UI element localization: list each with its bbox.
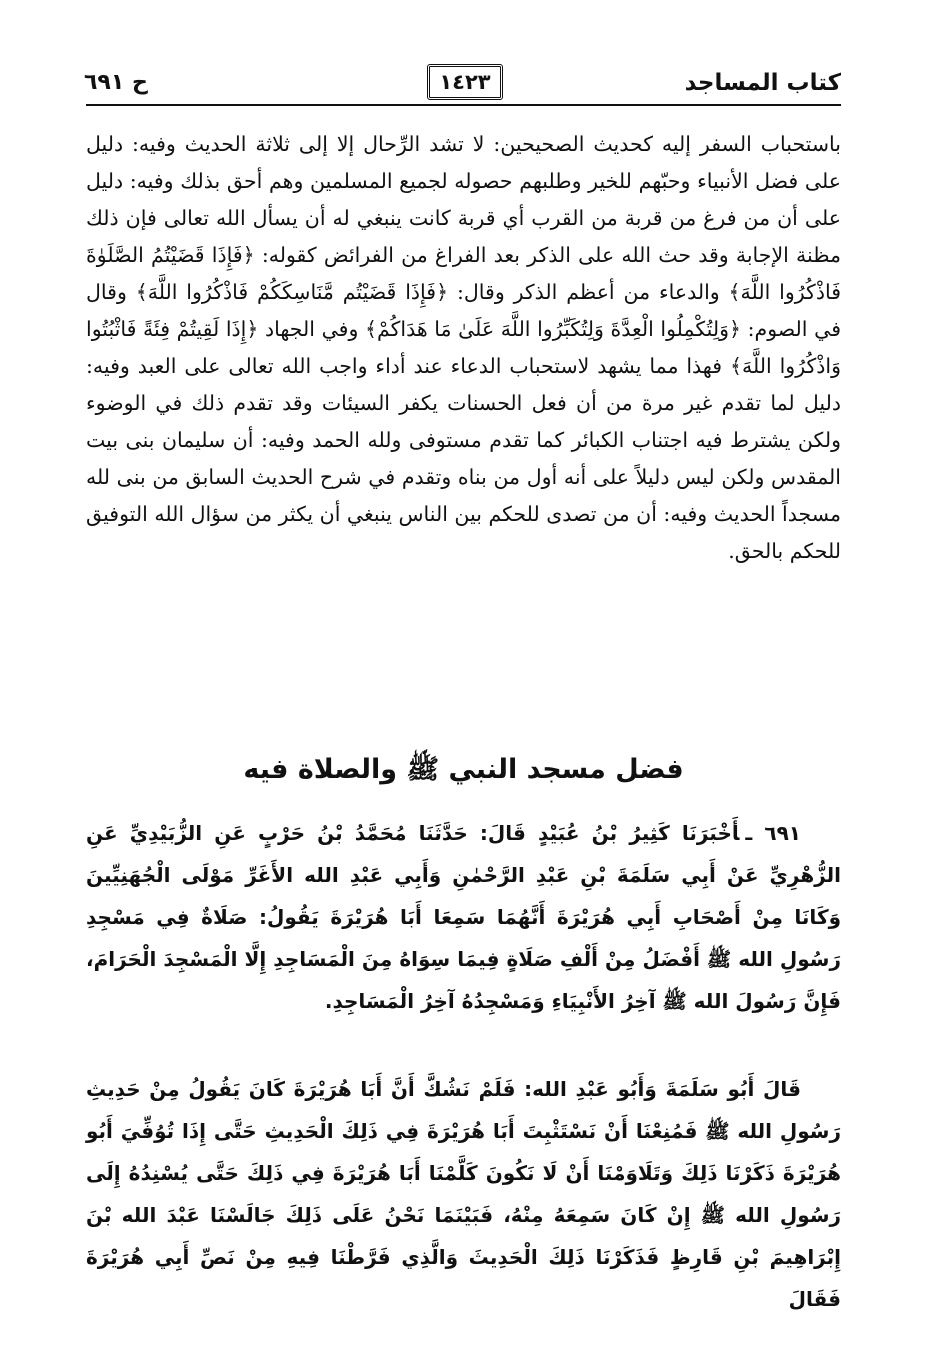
hadith-continuation <box>86 1068 841 1320</box>
commentary-paragraph: باستحباب السفر إليه كحديث الصحيحين: لا تشد الرِّحال إلا إلى ثلاثة الحديث وفيه: دليل على فضل الأنبياء وحبّهم للخير وطلبهم حصوله لجميع المسلمين وهم أحق بذلك وفيه: دليل على أن من فرغ من قربة من القرب أي قربة كانت ينبغي له أن يسأل الله تعالى فإن ذلك مظنة الإجابة وقد حث الله على الذكر بعد الفراغ من الفرائض كقوله: ﴿فَإِذَا قَضَيْتُمُ الصَّلَوٰةَ فَاذْكُرُوا اللَّهَ﴾ والدعاء من أعظم الذكر وقال: ﴿فَإِذَا قَضَيْتُم مَّنَاسِكَكُمْ فَاذْكُرُوا اللَّهَ﴾ وقال في الصوم: ﴿وَلِتُكْمِلُوا الْعِدَّةَ وَلِتُكَبِّرُوا اللَّهَ عَلَىٰ مَا هَدَاكُمْ﴾ وفي الجهاد ﴿إِذَا لَقِيتُمْ فِئَةً فَاثْبُتُوا وَاذْكُرُوا اللَّهَ﴾ فهذا مما يشهد لاستحباب الدعاء عند أداء واجب الله تعالى على العبد وفيه: دليل لما تقدم غير مرة من أن فعل الحسنات يكفر السيئات وقد تقدم ذلك في الوضوء ولكن يشترط فيه اجتناب الكبائر كما تقدم مستوفى ولله الحمد وفيه: أن سليمان بنى بيت المقدس ولكن ليس دليلاً على أنه أول من بناه وتقدم في شرح الحديث السابق من بنى لله مسجداً الحديث وفيه: أن من تصدى للحكم بين الناس ينبغي أن يكثر من سؤال الله التوفيق للحكم بالحق. <box>86 132 841 563</box>
header-divider <box>86 104 841 106</box>
commentary-text <box>86 126 841 570</box>
hadith-paragraph <box>86 812 841 1022</box>
hadith-continuation-paragraph: قَالَ أَبُو سَلَمَةَ وَأَبُو عَبْدِ الله: فَلَمْ نَشُكَّ أَنَّ أَبَا هُرَيْرَةَ كَانَ يَقُولُ مِنْ حَدِيثِ رَسُولِ الله ﷺ فَمُنِعْنَا أَنْ نَسْتَثْبِتَ أَبَا هُرَيْرَةَ فِي ذَلِكَ الْحَدِيثِ حَتَّى إِذَا تُوُفِّيَ أَبُو هُرَيْرَةَ ذَكَرْنَا ذَلِكَ وَتَلَاوَمْنَا أَنْ لَا نَكُونَ كَلَّمْنَا أَبَا هُرَيْرَةَ فِي ذَلِكَ حَتَّى يُسْنِدُهُ إِلَى رَسُولِ الله ﷺ إِنْ كَانَ سَمِعَهُ مِنْهُ، فَبَيْنَمَا نَحْنُ عَلَى ذَلِكَ جَالَسْنَا عَبْدَ الله بْنَ إِبْرَاهِيمَ بْنِ قَارِظٍ فَذَكَرْنَا ذَلِكَ الْحَدِيثَ وَالَّذِي فَرَّطْنَا فِيهِ مِنْ نَصِّ أَبِي هُرَيْرَةَ فَقَالَ <box>86 1077 841 1311</box>
section-heading: فضل مسجد النبي ﷺ والصلاة فيه <box>243 754 684 785</box>
hadith-body: أَخْبَرَنَا كَثِيرُ بْنُ عُبَيْدٍ قَالَ: حَدَّثَنَا مُحَمَّدُ بْنُ حَرْبٍ عَنِ الزُّبَيْدِيِّ عَنِ الزُّهْرِيِّ عَنْ أَبِي سَلَمَةَ بْنِ عَبْدِ الرَّحْمٰنِ وَأَبِي عَبْدِ الله الأَغَرِّ مَوْلَى الْجُهَنِيِّينَ وَكَانَا مِنْ أَصْحَابِ أَبِي هُرَيْرَةَ أَنَّهُمَا سَمِعَا أَبَا هُرَيْرَةَ يَقُولُ: صَلَاةٌ فِي مَسْجِدِ رَسُولِ الله ﷺ أَفْضَلُ مِنْ أَلْفِ صَلَاةٍ فِيمَا سِوَاهُ مِنَ الْمَسَاجِدِ إِلَّا الْمَسْجِدَ الْحَرَامَ، فَإِنَّ رَسُولَ الله ﷺ آخِرُ الأَنْبِيَاءِ وَمَسْجِدُهُ آخِرُ الْمَسَاجِدِ. <box>86 821 841 1013</box>
hadith-reference: ح ٦٩١ <box>84 70 148 95</box>
page-number: ١٤٢٣ <box>427 64 503 100</box>
book-title: كتاب المساجد <box>684 70 841 96</box>
page-header <box>84 64 841 100</box>
hadith-number: ٦٩١ ـ <box>745 821 801 845</box>
hadith-text <box>86 812 841 1022</box>
